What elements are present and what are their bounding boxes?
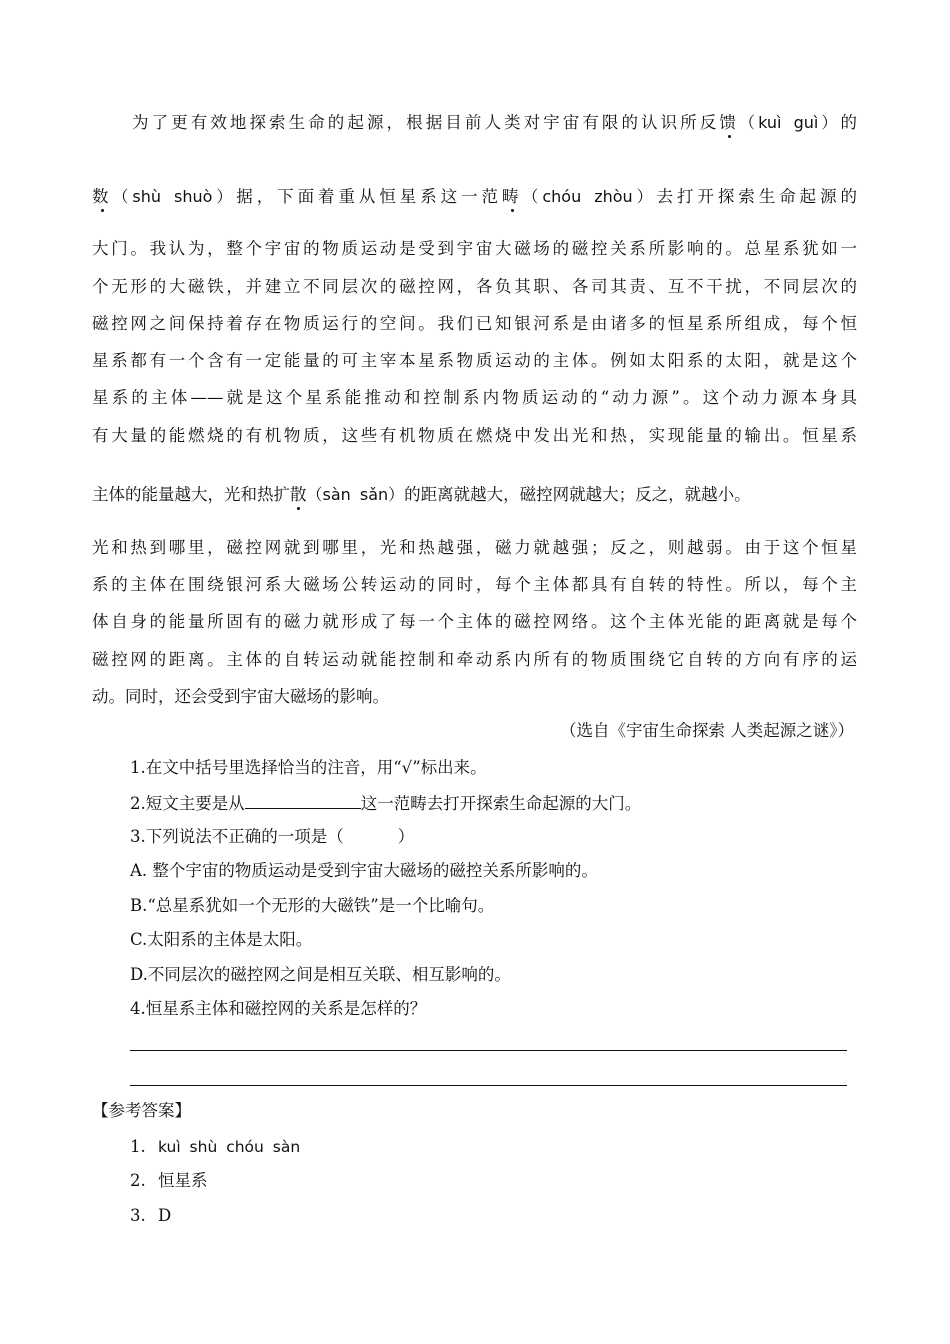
passage-line-9: [92, 484, 857, 506]
passage-line-1: [132, 112, 857, 134]
passage-line-10: 光和热到哪里，磁控网就到哪里，光和热越强，磁力就越强；反之，则越弱。由于这个恒星: [92, 538, 857, 557]
passage-line-2: [92, 186, 857, 208]
answer-item-2: [130, 1170, 208, 1192]
text: 为了更有效地探索生命的起源，根据目前人类对宇宙有限的认识所反: [132, 113, 720, 132]
question-3: [130, 826, 414, 848]
passage-line-6: 星系都有一个含有一定能量的可主宰本星系物质运动的主体。例如太阳系的太阳，就是这个: [92, 351, 857, 370]
answer-text: 恒星系: [158, 1171, 208, 1190]
passage-line-12: 体自身的能量所固有的磁力就形成了每一个主体的磁控网络。这个主体光能的距离就是每个: [92, 612, 857, 631]
answer-number: 2.: [130, 1171, 146, 1190]
passage-line-5: 磁控网之间保持着存在物质运行的空间。我们已知银河系是由诸多的恒星系所组成，每个恒: [92, 314, 857, 333]
option-b: B.“总星系犹如一个无形的大磁铁”是一个比喻句。: [130, 896, 495, 915]
answer-blank[interactable]: [245, 792, 361, 809]
text: 去打开探索生命起源的: [656, 187, 857, 206]
text: 这一范畴去打开探索生命起源的大门。: [360, 794, 642, 813]
source-citation: （选自《宇宙生命探索 人类起源之谜》）: [560, 721, 854, 740]
pinyin-choice: （kuì guì）: [739, 113, 841, 132]
question-4: 4.恒星系主体和磁控网的关系是怎样的？: [130, 999, 427, 1018]
passage-line-13: 磁控网的距离。主体的自转运动就能控制和牵动系内所有的物质围绕它自转的方向有序的运: [92, 650, 857, 669]
passage-line-11: 系的主体在围绕银河系大磁场公转运动的同时，每个主体都具有自转的特性。所以，每个主: [92, 575, 857, 594]
text: 的距离就越大，磁控网就越大；反之，就越小。: [404, 485, 751, 504]
passage-line-4: 个无形的大磁铁，并建立不同层次的磁控网，各负其职、各司其责、互不干扰，不同层次的: [92, 277, 857, 296]
text: 主体的能量越大，光和热扩: [92, 485, 290, 504]
dotted-char: 数: [92, 187, 113, 206]
passage-line-7: 星系的主体——就是这个星系能推动和控制系内物质运动的“动力源”。这个动力源本身具: [92, 388, 857, 407]
answer-key-title: 【参考答案】: [92, 1101, 191, 1120]
option-c: C.太阳系的主体是太阳。: [130, 930, 313, 949]
text: 2.短文主要是从: [130, 794, 245, 813]
answer-line-1[interactable]: [130, 1050, 847, 1051]
dotted-char: 畴: [501, 187, 523, 206]
passage-line-3: 大门。我认为，整个宇宙的物质运动是受到宇宙大磁场的磁控关系所影响的。总星系犹如一: [92, 239, 857, 258]
answer-number: 1.: [130, 1137, 146, 1156]
answer-line-2[interactable]: [130, 1085, 847, 1086]
passage-line-8: 有大量的能燃烧的有机物质，这些有机物质在燃烧中发出光和热，实现能量的输出。恒星系: [92, 426, 857, 445]
answer-text: kuì shù chóu sàn: [158, 1138, 301, 1156]
text: ）: [397, 827, 415, 846]
pinyin-choice: （shù shuò）: [112, 187, 237, 206]
question-1: 1.在文中括号里选择恰当的注音，用“√”标出来。: [130, 758, 487, 777]
answer-number: 3.: [130, 1206, 146, 1225]
pinyin-choice: （sàn sǎn）: [306, 485, 405, 504]
answer-text: D: [158, 1206, 172, 1225]
option-a: A. 整个宇宙的物质运动是受到宇宙大磁场的磁控关系所影响的。: [130, 861, 598, 880]
passage-line-14: 动。同时，还会受到宇宙大磁场的影响。: [92, 687, 389, 706]
answer-item-1: [130, 1136, 300, 1158]
dotted-char: 馈: [719, 113, 739, 132]
text: 3.下列说法不正确的一项是（: [130, 827, 344, 846]
answer-item-3: [130, 1205, 171, 1227]
pinyin-choice: （chóu zhòu）: [522, 187, 657, 206]
text: 据，下面着重从恒星系这一范: [236, 187, 502, 206]
option-d: D.不同层次的磁控网之间是相互关联、相互影响的。: [130, 965, 511, 984]
dotted-char: 散: [290, 485, 307, 504]
question-2: [130, 792, 641, 815]
text: 的: [840, 113, 858, 132]
